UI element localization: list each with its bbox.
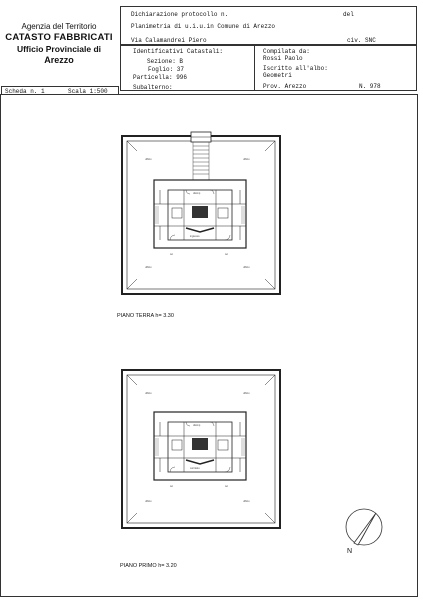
svg-text:disimp: disimp — [193, 424, 201, 427]
office-city: Arezzo — [44, 55, 74, 65]
protocol-label: Dichiarazione protocollo n. — [131, 11, 229, 18]
compiled-by-label: Compilata da: — [263, 48, 310, 55]
civic-number: civ. SNC — [347, 37, 376, 44]
svg-text:ufficio: ufficio — [145, 266, 152, 269]
particella: Particella: 996 — [133, 74, 188, 81]
office-name: Ufficio Provinciale di — [16, 44, 102, 54]
svg-text:ufficio: ufficio — [243, 158, 250, 161]
ground-floor-label: PIANO TERRA h= 3.30 — [117, 313, 174, 319]
agency-name: Agenzia del Territorio — [21, 22, 97, 31]
compass-north-label: N — [347, 548, 353, 555]
identifiers-title: Identificativi Catastali: — [133, 48, 224, 55]
profession: Geometri — [263, 72, 292, 79]
svg-text:ufficio: ufficio — [145, 158, 152, 161]
scheda-number: Scheda n. 1 — [5, 88, 45, 95]
svg-text:wc: wc — [170, 485, 174, 488]
sezione: Sezione: B — [147, 58, 184, 65]
svg-text:ufficio: ufficio — [243, 266, 250, 269]
register-label: Iscritto all'albo: — [263, 65, 328, 72]
date-label: del — [343, 11, 354, 18]
first-floor-label: PIANO PRIMO h= 3.20 — [120, 563, 177, 569]
subalterno: Subalterno: — [133, 84, 173, 91]
ground-floor-plan — [122, 132, 280, 294]
province: Prov. Arezzo — [263, 83, 307, 90]
svg-text:corridoio: corridoio — [190, 467, 200, 470]
svg-text:disimp: disimp — [193, 192, 201, 195]
svg-text:ufficio: ufficio — [145, 392, 152, 395]
foglio: Foglio: 37 — [148, 66, 185, 73]
scale: Scala 1:500 — [68, 88, 108, 95]
svg-text:ufficio: ufficio — [145, 500, 152, 503]
svg-text:ingresso: ingresso — [190, 235, 200, 238]
registry-name: CATASTO FABBRICATI — [5, 32, 113, 43]
svg-text:wc: wc — [225, 253, 229, 256]
svg-text:wc: wc — [225, 485, 229, 488]
plan-title: Planimetria di u.i.u.in Comune di Arezzo — [131, 23, 276, 30]
address: Via Calamandrei Piero — [131, 37, 207, 44]
compiler-name: Rossi Paolo — [263, 55, 303, 62]
register-number: N. 978 — [359, 83, 381, 90]
svg-text:ufficio: ufficio — [243, 392, 250, 395]
svg-text:ufficio: ufficio — [243, 500, 250, 503]
svg-text:wc: wc — [170, 253, 174, 256]
